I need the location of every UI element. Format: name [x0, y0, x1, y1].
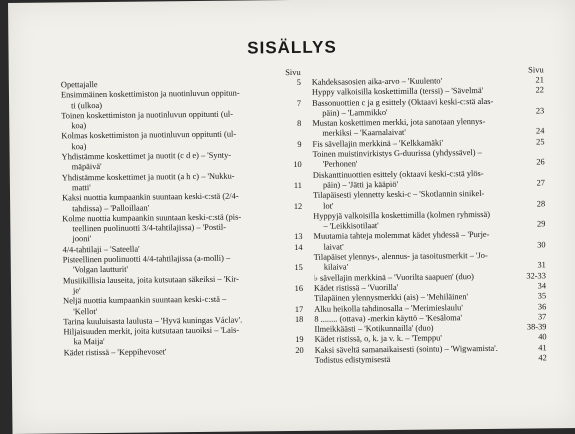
toc-entry-line: Neljä nuottia kumpaankin suuntaan keski-c:stä – — [63, 294, 227, 306]
toc-entry-title — [313, 168, 531, 191]
toc-entry-line: Kädet ristissä, o, k. ja v. k. – 'Temppu' — [314, 333, 442, 345]
toc-entry-line: merkiksi – 'Kaarnalaivat' — [322, 128, 406, 139]
toc-entry-line: Kahdeksasosien aika-arvo – 'Kuulento' — [311, 76, 443, 87]
toc-entry-line: päin) – 'Lammikko' — [322, 107, 388, 118]
toc-entry — [313, 168, 545, 191]
toc-entry — [62, 191, 302, 214]
toc-entry-line: ♭ sävellajin merkkinä – 'Vuorilta saapuen' (duo) — [313, 271, 474, 283]
page-column-header: Sivu — [285, 66, 301, 78]
page-column-header: Sivu — [528, 64, 544, 75]
toc-page-number: 19 — [295, 335, 304, 345]
toc-page-number: 35 — [537, 291, 547, 301]
toc-page-number: 37 — [537, 312, 547, 322]
toc-page-number: 30 — [537, 240, 546, 250]
toc-entry-title — [315, 354, 533, 367]
toc-entry-line: Tilapäiset ylennys-, alennus- ja tasoitusmerkit – 'Jo- — [313, 251, 488, 262]
toc-page-number: 34 — [537, 281, 547, 291]
toc-entry-line: teellinen puolinuotti 3/4-tahtilajissa) – 'Postil- — [72, 222, 227, 234]
toc-page-number: 20 — [295, 345, 304, 355]
toc-entry-title — [62, 150, 288, 173]
toc-entry-line: Pisteellinen puolinuotti 4/4-tahtilajissa (a-molli) – — [62, 253, 231, 265]
toc-entry-line: Kolmas koskettimiston ja nuotinluvun oppitunti (ul- — [61, 130, 237, 141]
toc-page-number: 14 — [294, 242, 303, 252]
toc-entry-title — [63, 253, 289, 276]
toc-page-number: 11 — [293, 180, 302, 190]
toc-entry-line: Tarina kuuluisasta laulusta – 'Hyvä kuningas Václav'. — [63, 315, 243, 327]
toc-page-number: 32-33 — [526, 270, 546, 281]
toc-column-right — [312, 63, 547, 366]
toc-page-number: 41 — [538, 343, 547, 353]
toc-entry-line: kilaiva' — [323, 262, 349, 273]
toc-entry-line: ka Maija' — [73, 337, 105, 347]
book-page — [8, 0, 575, 434]
toc-entry-title — [63, 325, 289, 348]
toc-page-number: 9 — [297, 139, 302, 149]
toc-entry — [62, 171, 302, 194]
toc-entry-line: Tilapäisesti ylennetty keski-c – 'Skotlannin sinikel- — [313, 189, 485, 201]
toc-entry-line: Alku heikolla tahdinosalla – 'Merimieslaulu' — [314, 302, 463, 314]
toc-page-number: 17 — [294, 304, 304, 314]
toc-entry-title — [312, 96, 530, 119]
toc-entry-title — [63, 294, 289, 317]
toc-entry-title — [313, 230, 531, 253]
toc-entry-line: Kädet ristissä – 'Keppihevoset' — [63, 347, 167, 358]
toc-entry-title — [61, 130, 287, 153]
toc-entry — [313, 147, 545, 170]
toc-entry-line: – 'Leikkisotilaat' — [323, 221, 379, 231]
toc-entry-title — [313, 209, 531, 232]
toc-page-number: 31 — [537, 260, 546, 270]
toc-page-number: 42 — [538, 353, 547, 363]
toc-entry-title — [312, 117, 530, 140]
toc-entry — [313, 230, 545, 253]
toc-entry — [312, 96, 544, 119]
toc-entry-line: tahdissa) – 'Palloillaan' — [72, 203, 150, 213]
toc-page-number: 28 — [536, 198, 546, 209]
toc-page-number: 8 — [297, 119, 302, 129]
toc-entry-title — [61, 109, 287, 132]
toc-page-number: 29 — [536, 219, 546, 229]
toc-entry-line: päin) – 'Jätti ja kääpiö' — [322, 179, 399, 190]
toc-column-left — [61, 66, 304, 359]
toc-entry-line: 4/4-tahtilaji – 'Sateella' — [62, 244, 140, 255]
toc-entry — [313, 189, 545, 212]
toc-entry-line: Muutamia tahteja molemmat kädet yhdessä – 'Purje- — [313, 230, 490, 242]
toc-entry-title — [62, 191, 288, 214]
toc-entry-line: Hiljaisuuden merkit, joita kutsutaan tauoiksi – 'Lais- — [63, 325, 240, 337]
toc-page-number: 18 — [294, 314, 304, 324]
toc-entry-line: Yhdistämme koskettimet ja nuotit (c d e) – 'Synty- — [61, 150, 232, 162]
toc-entry-line: Opettajalle — [60, 80, 98, 90]
toc-page-number: 22 — [535, 85, 545, 95]
toc-page-number: 24 — [535, 126, 545, 136]
toc-page-number: 36 — [537, 301, 547, 311]
toc-entry-line: Toinen koskettimiston ja nuotinluvun oppitunti (ul- — [61, 109, 234, 121]
toc-entry — [64, 346, 304, 359]
toc-page-number: 26 — [536, 157, 545, 167]
toc-entry — [63, 274, 303, 297]
toc-page-number: 15 — [294, 263, 303, 273]
toc-entry-title — [63, 274, 289, 297]
toc-entry-line: Kaksi säveltä samanaikaisesti (sointu) – 'Wigwamista'. — [314, 343, 498, 355]
toc-entry — [312, 117, 544, 140]
toc-entry-line: Diskanttinuottien esittely (oktaavi keski-c:stä ylös- — [312, 168, 484, 180]
toc-entry-line: Kädet ristissä – 'Vuorilla' — [313, 282, 399, 293]
toc-entry-line: 'Perhonen' — [322, 159, 358, 170]
toc-page-number: 5 — [296, 77, 301, 87]
toc-entry-line: lot' — [323, 201, 334, 211]
toc-entry-line: Toinen muistinvirkistys G-duurissa (yhdyssävel) – — [312, 148, 482, 159]
toc-entry-line: Hyppyjä valkoisilla koskettimilla (kolmen ryhmissä) — [313, 209, 491, 221]
toc-entry-line: ti (ulkoa) — [71, 100, 103, 110]
page-title: SISÄLLYS — [247, 37, 337, 58]
toc-entry — [61, 88, 301, 111]
toc-entry-title — [61, 88, 287, 111]
toc-entry-line: 'Volgan lautturit' — [72, 265, 129, 275]
toc-entry-line: je' — [72, 286, 81, 296]
toc-page-number: 38-39 — [526, 322, 547, 332]
toc-entry — [63, 253, 303, 276]
toc-page-number: 21 — [535, 75, 544, 85]
toc-entry — [61, 109, 301, 132]
toc-page-number: 10 — [293, 160, 302, 170]
toc-entry-title — [313, 189, 531, 212]
toc-entry-line: jooni' — [72, 234, 92, 244]
toc-entry-title — [314, 251, 532, 274]
toc-entry — [61, 129, 301, 152]
toc-entry-line: Ilmeikkäästi – 'Kotikunnailla' (duo) — [314, 323, 434, 334]
toc-entry — [63, 325, 303, 348]
toc-entry-title — [62, 212, 288, 245]
toc-entry-line: Bassonuottien c ja g esittely (Oktaavi keski-c:stä alas- — [312, 96, 494, 108]
toc-entry-line: Kolme nuottia kumpaankin suuntaan keski-c:stä (pis- — [62, 212, 242, 224]
toc-entry-line: koa) — [71, 141, 87, 152]
toc-page-number: 13 — [294, 232, 303, 242]
toc-entry — [315, 353, 547, 366]
toc-entry-line: Todistus edistymisestä — [314, 355, 391, 365]
toc-entry — [63, 294, 303, 317]
toc-entry-line: mäpäivä' — [71, 162, 102, 172]
toc-entry-line: Yhdistämme koskettimet ja nuotit (a h c) – 'Nukku- — [61, 171, 235, 183]
toc-entry-line: 8 ........ (ottava) -merkin käyttö – 'Kesäloma' — [314, 313, 463, 324]
toc-entry-line: matti' — [71, 183, 91, 193]
toc-page-number: 25 — [536, 137, 545, 147]
toc-entry-line: laivat' — [323, 242, 344, 252]
toc-entry — [62, 150, 302, 173]
toc-entry-title — [64, 346, 290, 359]
toc-entry-line: Tilapäinen ylennysmerkki (ais) – 'Mehiläinen' — [314, 292, 469, 304]
toc-page-number: 16 — [294, 283, 304, 293]
toc-entry — [313, 209, 545, 232]
toc-entry-line: koa) — [71, 121, 87, 131]
toc-entry — [62, 212, 302, 245]
toc-entry-line: Hyppy valkoisilla koskettimilla (terssi) – 'Sävelmä' — [311, 86, 484, 98]
toc-page-number: 12 — [293, 201, 303, 211]
toc-entry-title — [313, 148, 531, 171]
toc-entry — [314, 250, 546, 273]
toc-page-number: 23 — [535, 106, 545, 116]
toc-entry-line: Fis sävellajin merkkinä – 'Kelkkamäki' — [312, 138, 444, 149]
toc-page-number: 40 — [538, 332, 547, 342]
toc-entry-title — [62, 171, 288, 194]
toc-entry-line: Kaksi nuottia kumpaankin suuntaan keski-c:stä (2/4- — [62, 191, 239, 203]
toc-entry-line: Mustan koskettimen merkki, jota sanotaan ylennys- — [312, 117, 486, 128]
toc-entry-line: Ensimmäinen koskettimiston ja nuotinluvun oppitun- — [60, 88, 240, 100]
toc-entry-line: Musiikillisia lauseita, joita kutsutaan säkeiksi – 'Kir- — [62, 274, 239, 286]
toc-page-number: 7 — [296, 98, 302, 108]
toc-entry-line: 'Kellot' — [73, 306, 98, 316]
toc-page-number: 27 — [536, 178, 545, 188]
